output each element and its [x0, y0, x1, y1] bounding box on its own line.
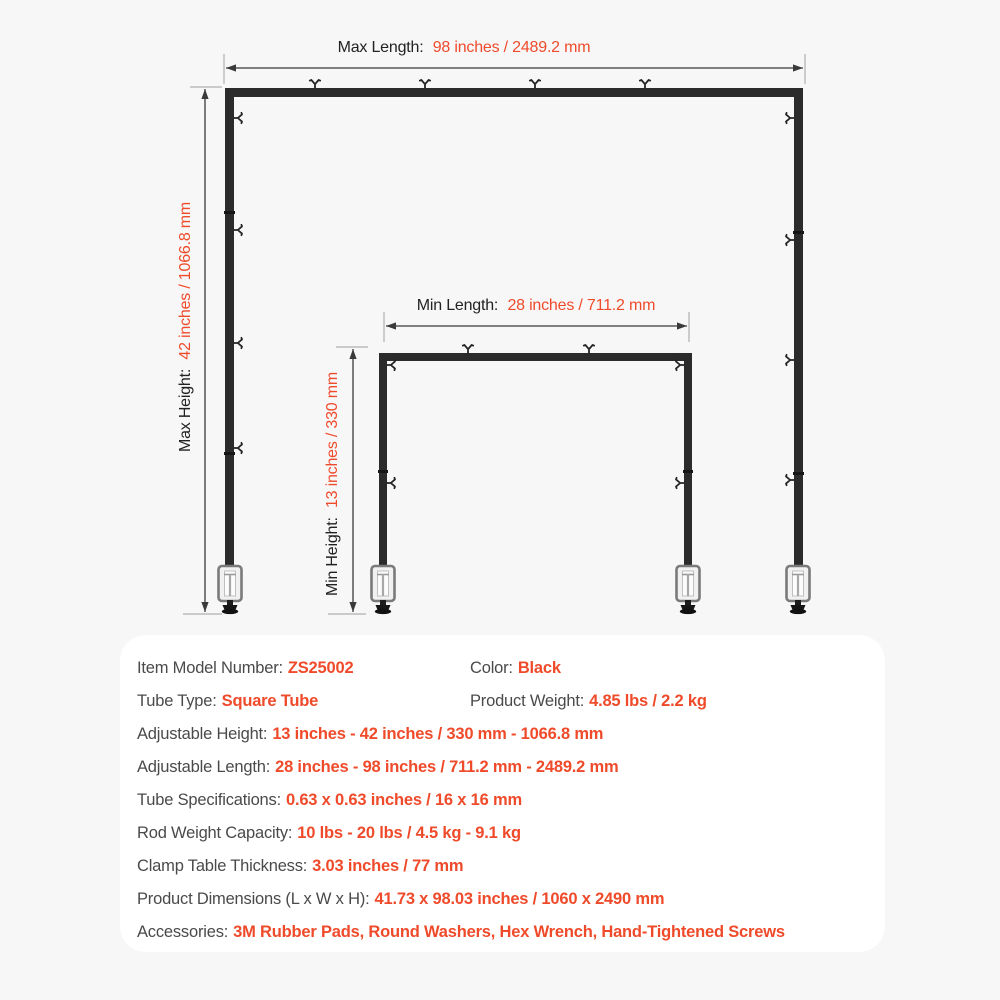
spec-label: Adjustable Length: [137, 758, 271, 776]
spec-label: Tube Type: [137, 692, 217, 710]
min-height-dim-label [324, 372, 341, 596]
max-height-dim-label [177, 202, 194, 452]
hook-clip-icon [234, 443, 242, 453]
spec-item-model-number [137, 652, 470, 685]
hook-clip-icon [786, 355, 794, 365]
spec-product-dimensions [137, 883, 885, 916]
spec-tube-specifications [137, 784, 885, 817]
tube-joint [224, 211, 235, 214]
hook-clip-icon [234, 338, 242, 348]
max-length-label: Max Length: [337, 39, 424, 56]
max-height-value: 42 inches / 1066.8 mm [177, 201, 194, 360]
hook-clip-icon [234, 225, 242, 235]
min-length-dimension [384, 297, 689, 342]
spec-label: Tube Specifications: [137, 791, 281, 809]
spec-product-weight [470, 692, 707, 710]
max-frame-right-leg [794, 88, 803, 567]
spec-accessories [137, 916, 885, 949]
table-clamp [787, 566, 810, 614]
max-height-label: Max Height: [177, 368, 194, 453]
min-height-dimension [324, 347, 368, 614]
max-frame [219, 80, 810, 614]
spec-row-tube-weight [137, 685, 885, 718]
spec-label: Product Weight: [470, 692, 585, 710]
tube-joint [683, 470, 693, 473]
spec-value: ZS25002 [287, 659, 354, 677]
spec-adjustable-height [137, 718, 885, 751]
min-height-label: Min Height: [324, 517, 341, 597]
hook-clip-icon [387, 360, 395, 370]
hook-clip-icon [463, 345, 473, 353]
spec-rod-weight-capacity [137, 817, 885, 850]
spec-label: Item Model Number: [137, 659, 283, 677]
spec-value: 3.03 inches / 77 mm [312, 857, 464, 875]
min-length-label: Min Length: [416, 297, 499, 314]
spec-clamp-table-thickness [137, 850, 885, 883]
tube-joint [793, 231, 804, 234]
hook-clip-icon [530, 80, 540, 88]
spec-label: Rod Weight Capacity: [137, 824, 293, 842]
max-length-value: 98 inches / 2489.2 mm [432, 39, 591, 56]
spec-value: 4.85 lbs / 2.2 kg [589, 692, 707, 710]
hook-clip-icon [676, 360, 684, 370]
specs-panel [120, 635, 885, 952]
spec-adjustable-length [137, 751, 885, 784]
hook-clip-icon [786, 113, 794, 123]
hook-clip-icon [387, 478, 395, 488]
min-length-value: 28 inches / 711.2 mm [507, 297, 656, 314]
min-frame-top-tube [379, 353, 692, 361]
tube-joint [378, 470, 388, 473]
table-clamp [677, 566, 700, 614]
spec-label: Adjustable Height: [137, 725, 268, 743]
spec-label: Product Dimensions (L x W x H): [137, 890, 370, 908]
hook-clip-icon [676, 478, 684, 488]
spec-value: 3M Rubber Pads, Round Washers, Hex Wrench, Hand-Tightened Screws [233, 923, 785, 941]
tube-joint [224, 452, 235, 455]
spec-value: 10 lbs - 20 lbs / 4.5 kg - 9.1 kg [297, 824, 521, 842]
min-length-dim-label [417, 297, 655, 314]
spec-label: Accessories: [137, 923, 229, 941]
max-length-dim-label [338, 39, 591, 56]
spec-value: 13 inches - 42 inches / 330 mm - 1066.8 mm [272, 725, 604, 743]
spec-color [470, 659, 561, 677]
tube-joint [793, 472, 804, 475]
spec-value: 28 inches - 98 inches / 711.2 mm - 2489.2 mm [275, 758, 619, 776]
hook-clip-icon [640, 80, 650, 88]
spec-label: Clamp Table Thickness: [137, 857, 308, 875]
spec-tube-type [137, 685, 470, 718]
table-clamp [372, 566, 395, 614]
spec-label: Color: [470, 659, 513, 677]
hook-clip-icon [584, 345, 594, 353]
hook-clip-icon [786, 475, 794, 485]
min-frame-right-leg [684, 353, 692, 567]
hook-clip-icon [786, 235, 794, 245]
spec-value: Square Tube [221, 692, 319, 710]
hook-clip-icon [310, 80, 320, 88]
min-height-value: 13 inches / 330 mm [324, 371, 341, 509]
min-frame-left-leg [379, 353, 387, 567]
max-frame-top-tube [225, 88, 803, 97]
hook-clip-icon [234, 113, 242, 123]
spec-row-model-color [137, 652, 885, 685]
spec-value: 41.73 x 98.03 inches / 1060 x 2490 mm [374, 890, 665, 908]
spec-value: 0.63 x 0.63 inches / 16 x 16 mm [285, 791, 522, 809]
hook-clip-icon [420, 80, 430, 88]
max-frame-left-leg [225, 88, 234, 567]
spec-value: Black [517, 659, 561, 677]
min-frame [372, 345, 700, 614]
max-height-dimension [177, 87, 222, 614]
table-clamp [219, 566, 242, 614]
max-length-dimension [224, 39, 805, 84]
